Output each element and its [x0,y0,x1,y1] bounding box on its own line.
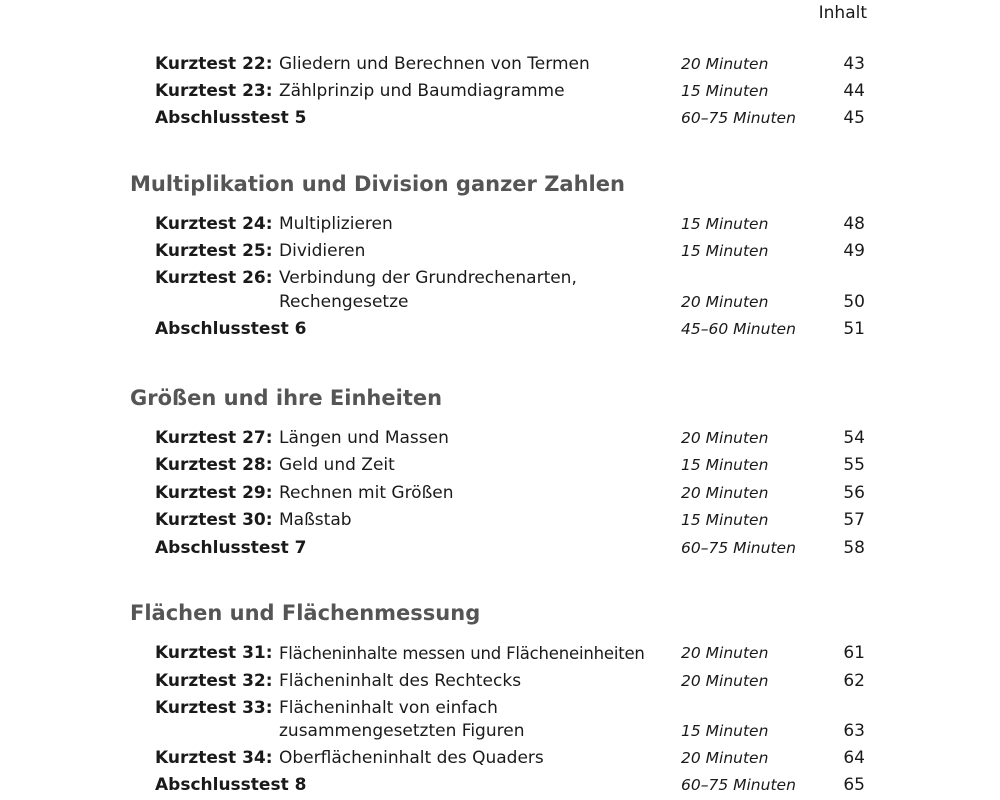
entry-title: Flächeninhalt des Rechtecks [279,671,522,691]
section-heading: Multiplikation und Division ganzer Zahlen [130,172,625,196]
toc-entry-continuation[interactable] [155,289,865,316]
entry-label: Kurztest 23: [155,81,273,101]
entry-page-number: 51 [843,319,865,339]
entry-title: Gliedern und Berechnen von Termen [279,54,590,74]
entry-duration: 20 Minuten [681,749,769,767]
entry-duration: 15 Minuten [681,215,769,233]
entry-title-line-2: zusammengesetzten Figuren [279,721,525,741]
toc-entry[interactable] [155,745,865,772]
entry-duration: 60–75 Minuten [681,109,796,127]
section-heading: Flächen und Flächenmessung [130,601,481,625]
entry-label: Kurztest 34: [155,748,273,768]
entry-duration: 20 Minuten [681,293,769,311]
entry-title-line-2: Rechengesetze [279,292,409,312]
toc-entry-continuation[interactable] [155,718,865,745]
toc-entry[interactable] [155,480,865,507]
toc-entry[interactable] [155,265,865,292]
entry-duration: 60–75 Minuten [681,539,796,557]
entry-title: Multiplizieren [279,214,393,234]
running-head: Inhalt [818,3,867,23]
toc-entry[interactable] [155,507,865,534]
entry-label: Kurztest 30: [155,510,273,530]
entry-page-number: 57 [843,510,865,530]
entry-title: Flächeninhalte messen und Flächeneinheiten [279,644,645,663]
entry-title: Dividieren [279,241,366,261]
toc-entry[interactable] [155,535,865,562]
entry-label: Kurztest 31: [155,643,273,663]
entry-label: Kurztest 25: [155,241,273,261]
entry-duration: 20 Minuten [681,55,769,73]
toc-entry[interactable] [155,668,865,695]
entry-page-number: 65 [843,775,865,795]
entry-label: Kurztest 28: [155,455,273,475]
toc-entry[interactable] [155,211,865,238]
entry-page-number: 44 [843,81,865,101]
entry-duration: 15 Minuten [681,242,769,260]
entry-label: Kurztest 32: [155,671,273,691]
entry-page-number: 48 [843,214,865,234]
entry-label: Kurztest 26: [155,268,273,288]
entry-page-number: 63 [843,721,865,741]
entry-page-number: 58 [843,538,865,558]
entry-page-number: 43 [843,54,865,74]
entry-duration: 20 Minuten [681,429,769,447]
entry-page-number: 55 [843,455,865,475]
entry-page-number: 56 [843,483,865,503]
entry-label: Abschlusstest 5 [155,108,307,128]
entry-title: Geld und Zeit [279,455,395,475]
toc-entry[interactable] [155,78,865,105]
entry-page-number: 61 [843,643,865,663]
entry-title: Oberflächeninhalt des Quaders [279,748,544,768]
entry-title: Längen und Massen [279,428,449,448]
toc-entry[interactable] [155,238,865,265]
toc-entry[interactable] [155,316,865,343]
entry-label: Abschlusstest 6 [155,319,307,339]
section-heading: Größen und ihre Einheiten [130,386,443,410]
toc-entry[interactable] [155,772,865,799]
entry-label: Abschlusstest 8 [155,775,307,795]
entry-page-number: 45 [843,108,865,128]
entry-duration: 20 Minuten [681,644,769,662]
toc-entry[interactable] [155,105,865,132]
entry-label: Kurztest 24: [155,214,273,234]
entry-duration: 20 Minuten [681,672,769,690]
toc-entry[interactable] [155,425,865,452]
entry-duration: 15 Minuten [681,722,769,740]
entry-label: Kurztest 27: [155,428,273,448]
entry-page-number: 50 [843,292,865,312]
entry-duration: 15 Minuten [681,82,769,100]
entry-title: Maßstab [279,510,352,530]
entry-label: Kurztest 29: [155,483,273,503]
entry-label: Abschlusstest 7 [155,538,307,558]
entry-duration: 15 Minuten [681,511,769,529]
entry-page-number: 64 [843,748,865,768]
entry-title: Rechnen mit Größen [279,483,454,503]
toc-entry[interactable] [155,640,865,667]
entry-title-line-1: Flächeninhalt von einfach [279,698,498,718]
entry-page-number: 54 [843,428,865,448]
entry-duration: 60–75 Minuten [681,776,796,794]
toc-entry[interactable] [155,452,865,479]
toc-entry[interactable] [155,51,865,78]
entry-duration: 15 Minuten [681,456,769,474]
entry-page-number: 62 [843,671,865,691]
entry-duration: 45–60 Minuten [681,320,796,338]
entry-title-line-1: Verbindung der Grundrechenarten, [279,268,577,288]
entry-duration: 20 Minuten [681,484,769,502]
entry-page-number: 49 [843,241,865,261]
entry-label: Kurztest 33: [155,698,273,718]
entry-title: Zählprinzip und Baumdiagramme [279,81,565,101]
entry-label: Kurztest 22: [155,54,273,74]
